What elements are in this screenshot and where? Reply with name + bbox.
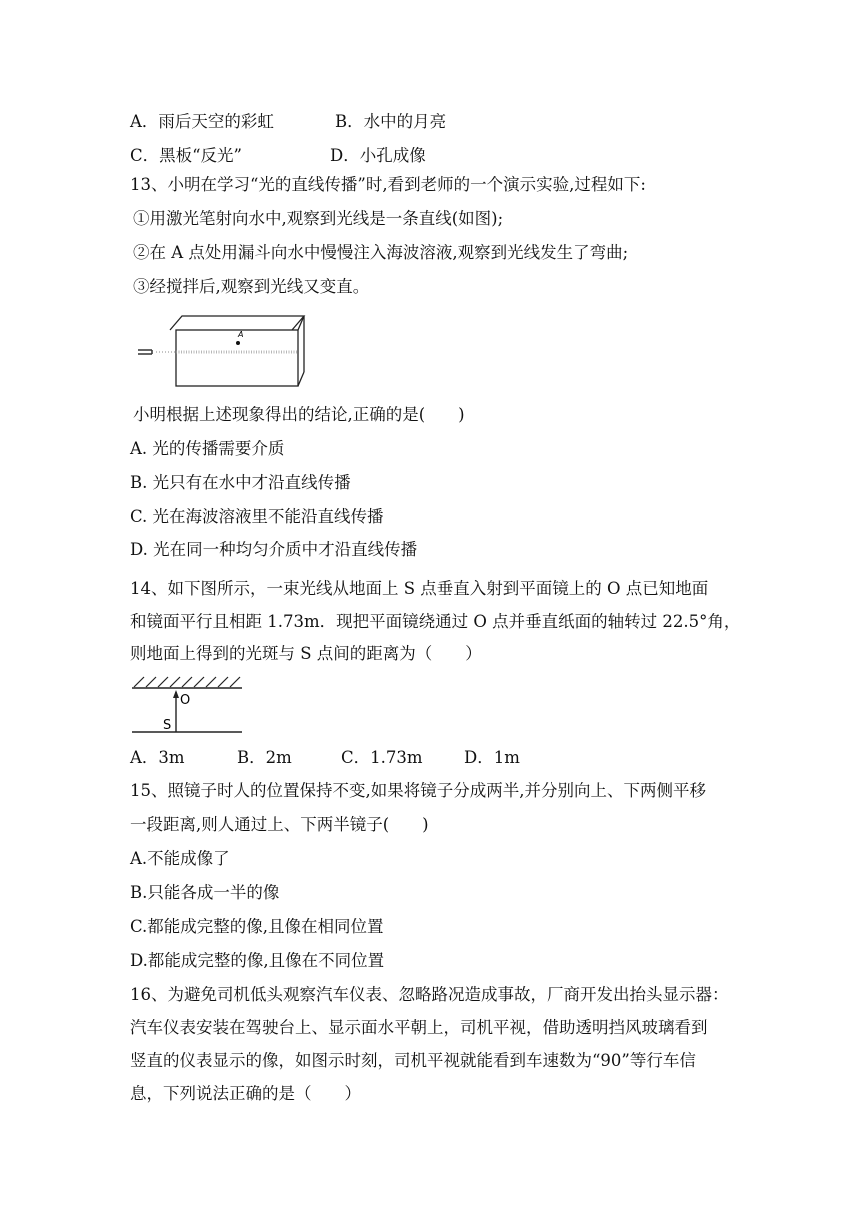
q14-line-1: 14、如下图所示，一束光线从地面上 S 点垂直入射到平面镜上的 O 点已知地面 (130, 579, 709, 598)
q13-step-2: ②在 A 点处用漏斗向水中慢慢注入海波溶液,观察到光线发生了弯曲; (133, 243, 629, 262)
q13-option-b: B. 光只有在水中才沿直线传播 (130, 473, 351, 492)
q14-line-3: 则地面上得到的光斑与 S 点间的距离为（ ） (130, 644, 482, 663)
point-o-label: O (180, 693, 191, 708)
q15-line-2: 一段距离,则人通过上、下两半镜子( ) (130, 815, 429, 834)
q14-option-d: D．1m (464, 748, 520, 767)
q15-option-a: A.不能成像了 (130, 849, 230, 868)
q16-line-1: 16、为避免司机低头观察汽车仪表、忽略路况造成事故，厂商开发出抬头显示器： (130, 985, 729, 1004)
q14-option-a: A．3m (130, 748, 185, 767)
q13-stem: 13、小明在学习“光的直线传播”时,看到老师的一个演示实验,过程如下: (130, 175, 646, 194)
q13-step-3: ③经搅拌后,观察到光线又变直。 (133, 277, 370, 296)
laser-pointer-icon (138, 350, 152, 354)
arrow-up-icon (173, 690, 179, 698)
q13-tank-figure (130, 310, 310, 390)
q14-option-b: B．2m (237, 748, 292, 767)
q13-question: 小明根据上述现象得出的结论,正确的是( ) (133, 405, 465, 424)
q14-option-c: C．1.73m (341, 748, 423, 767)
q16-line-3: 竖直的仪表显示的像，如图示时刻，司机平视就能看到车速数为“90”等行车信 (130, 1051, 696, 1070)
q13-option-d: D. 光在同一种均匀介质中才沿直线传播 (130, 540, 418, 559)
q12-option-b: B．水中的月亮 (335, 112, 447, 131)
point-a-marker (236, 341, 240, 345)
q12-option-d: D．小孔成像 (330, 146, 426, 165)
q16-line-4: 息，下列说法正确的是（ ） (130, 1084, 361, 1103)
q12-option-a: A．雨后天空的彩虹 (130, 112, 274, 131)
q13-option-a: A. 光的传播需要介质 (130, 439, 285, 458)
q13-step-1: ①用激光笔射向水中,观察到光线是一条直线(如图); (133, 209, 504, 228)
q15-option-b: B.只能各成一半的像 (130, 883, 280, 902)
q14-line-2: 和镜面平行且相距 1.73m．现把平面镜绕通过 O 点并垂直纸面的轴转过 22.5°角， (130, 612, 741, 631)
q12-option-c: C．黑板“反光” (130, 146, 242, 165)
point-a-label: A (238, 330, 244, 339)
q16-line-2: 汽车仪表安装在驾驶台上、显示面水平朝上，司机平视，借助透明挡风玻璃看到 (130, 1018, 708, 1037)
q15-option-d: D.都能成完整的像,且像在不同位置 (130, 951, 385, 970)
q15-option-c: C.都能成完整的像,且像在相同位置 (130, 917, 384, 936)
q13-option-c: C. 光在海波溶液里不能沿直线传播 (130, 507, 384, 526)
q15-line-1: 15、照镜子时人的位置保持不变,如果将镜子分成两半,并分别向上、下两侧平移 (130, 781, 706, 800)
point-s-label: S (163, 718, 172, 733)
q14-mirror-figure (130, 674, 245, 736)
